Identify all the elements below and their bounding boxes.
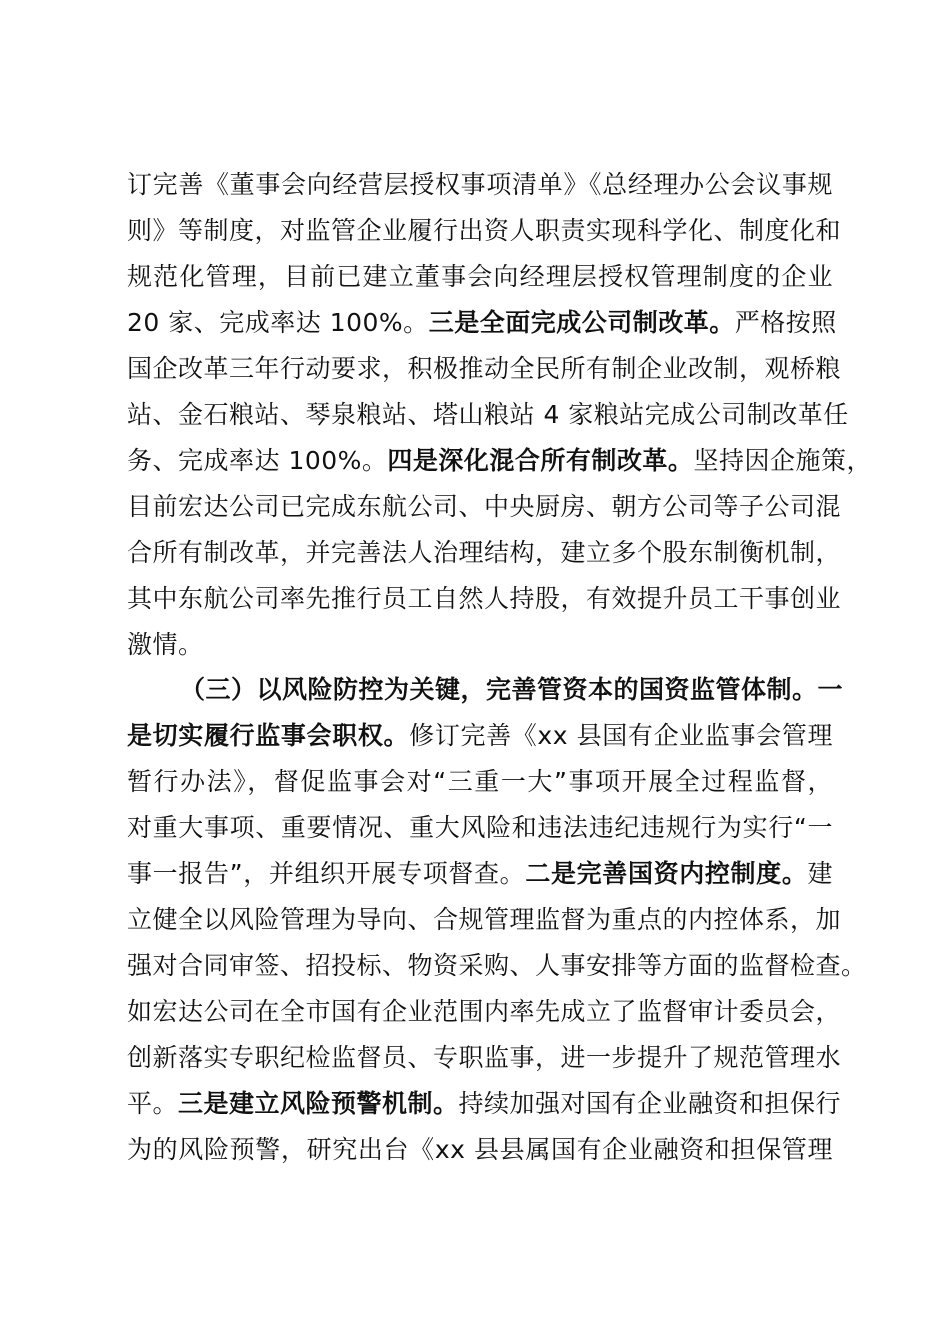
text-segment: 20 家、完成率达 100%。: [127, 308, 429, 337]
text-line: [127, 162, 833, 208]
text-line: [127, 622, 833, 668]
text-line: [127, 392, 849, 438]
text-segment: 严格按照: [734, 308, 837, 337]
text-line: [127, 1081, 842, 1127]
text-line: [127, 300, 837, 346]
text-line: [127, 484, 842, 530]
bold-heading-segment: 二是完善国资内控制度。: [525, 859, 808, 888]
text-segment: 合所有制改革，并完善法人治理结构，建立多个股东制衡机制，: [127, 538, 842, 567]
text-segment: 为的风险预警，研究出台《xx 县县属国有企业融资和担保管理: [127, 1135, 833, 1164]
bold-heading-segment: 是切实履行监事会职权。: [127, 721, 410, 750]
text-segment: 平。: [127, 1089, 179, 1118]
text-line: [127, 805, 833, 851]
text-segment: 建: [807, 859, 833, 888]
text-segment: 则》等制度，对监管企业履行出资人职责实现科学化、制度化和: [127, 216, 842, 245]
text-line: [127, 346, 842, 392]
text-line: [127, 254, 833, 300]
text-line: [127, 759, 833, 805]
text-segment: 对重大事项、重要情况、重大风险和违法违纪违规行为实行“一: [127, 813, 833, 842]
text-line: [127, 1035, 842, 1081]
text-line: [127, 576, 842, 622]
bold-heading-segment: 三是建立风险预警机制。: [178, 1089, 459, 1118]
text-line: [127, 713, 833, 759]
text-segment: 规范化管理，目前已建立董事会向经理层授权管理制度的企业: [127, 262, 833, 291]
text-segment: 务、完成率达 100%。: [127, 446, 388, 475]
text-segment: 强对合同审签、招投标、物资采购、人事安排等方面的监督检查。: [127, 951, 867, 980]
text-segment: 创新落实专职纪检监督员、专职监事，进一步提升了规范管理水: [127, 1043, 842, 1072]
text-segment: 激情。: [127, 630, 204, 659]
bold-heading-segment: （三）以风险防控为关键，完善管资本的国资监管体制。一: [180, 675, 844, 704]
text-segment: 订完善《董事会向经营层授权事项清单》《总经理办公会议事规: [127, 170, 833, 199]
text-segment: 国企改革三年行动要求，积极推动全民所有制企业改制，观桥粮: [127, 354, 842, 383]
text-segment: 如宏达公司在全市国有企业范围内率先成立了监督审计委员会，: [127, 997, 842, 1026]
bold-heading-segment: 四是深化混合所有制改革。: [387, 446, 694, 475]
text-segment: 暂行办法》，督促监事会对“三重一大”事项开展全过程监督，: [127, 767, 833, 796]
bold-heading-segment: 三是全面完成公司制改革。: [428, 308, 735, 337]
text-segment: 坚持因企施策，: [693, 446, 872, 475]
text-line: [127, 989, 842, 1035]
text-line: [127, 851, 833, 897]
text-line: [127, 943, 867, 989]
text-line: [127, 438, 872, 484]
text-line: [127, 897, 842, 943]
text-segment: 其中东航公司率先推行员工自然人持股，有效提升员工干事创业: [127, 584, 842, 613]
text-segment: 立健全以风险管理为导向、合规管理监督为重点的内控体系，加: [127, 905, 842, 934]
text-line: [127, 1127, 833, 1173]
text-segment: 持续加强对国有企业融资和担保行: [458, 1089, 842, 1118]
text-line: [180, 667, 844, 713]
text-segment: 事一报告”，并组织开展专项督查。: [127, 859, 526, 888]
text-segment: 目前宏达公司已完成东航公司、中央厨房、朝方公司等子公司混: [127, 492, 842, 521]
text-segment: 站、金石粮站、琴泉粮站、塔山粮站 4 家粮站完成公司制改革任: [127, 400, 849, 429]
text-line: [127, 208, 842, 254]
text-line: [127, 530, 842, 576]
text-segment: 修订完善《xx 县国有企业监事会管理: [409, 721, 833, 750]
